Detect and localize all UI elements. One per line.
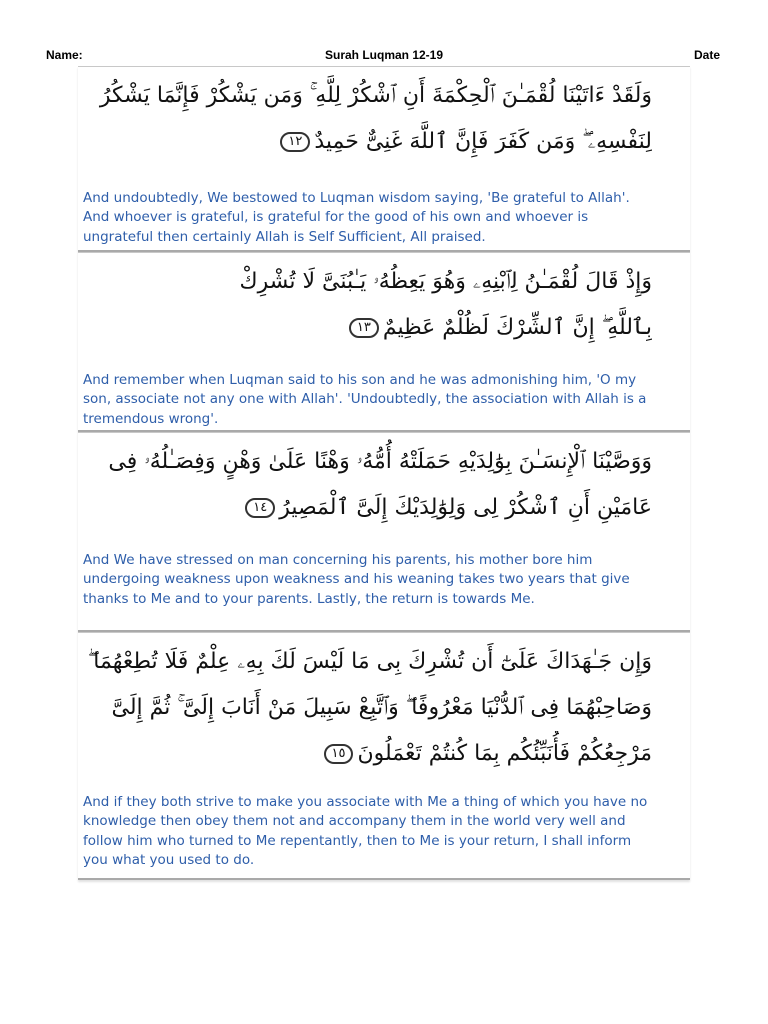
arabic-line: وَإِذْ قَالَ لُقْمَـٰنُ لِٱبْنِهِۦ وَهُوَ يَعِظُهُۥ يَـٰبُنَىَّ لَا تُشْرِكْ (239, 269, 652, 294)
arabic-line (86, 485, 652, 531)
verse-block-12 (78, 66, 690, 252)
arabic-text (86, 639, 652, 777)
verse-block-13 (78, 252, 690, 432)
english-translation: And undoubtedly, We bestowed to Luqman wisdom saying, 'Be grateful to Allah'. And whoever is grateful, is grateful for the good of his own and whoever is ungrateful then certainly Allah is Self Sufficient, All praised. (83, 190, 630, 245)
english-translation: And We have stressed on man concerning his parents, his mother bore him undergoing weakness upon weakness and his weaning takes two years that give thanks to Me and to your parents. Lastly, the return is towards Me. (83, 552, 630, 607)
english-translation: And remember when Luqman said to his son and he was admonishing him, 'O my son, associate not any one with Allah'. 'Undoubtedly, the association with Allah is a tremendous wrong'. (83, 372, 647, 427)
ayah-number-marker: ١٣ (349, 318, 379, 338)
verse-block-14 (78, 432, 690, 632)
ayah-number-marker: ١٢ (280, 132, 310, 152)
verse-table (78, 66, 690, 880)
arabic-line-text: مَرْجِعُكُمْ فَأُنَبِّئُكُم بِمَا كُنتُمْ تَعْمَلُونَ (357, 741, 652, 766)
arabic-line: وَصَاحِبْهُمَا فِى ٱلدُّنْيَا مَعْرُوفًا ۖ وَٱتَّبِعْ سَبِيلَ مَنْ أَنَابَ إِلَىَّ ۚ ثُمَّ إِلَىَّ (111, 695, 652, 720)
arabic-line (86, 731, 652, 777)
arabic-line-text: بِٱللَّهِ ۖ إِنَّ ٱلشِّرْكَ لَظُلْمٌ عَظِيمٌ (382, 315, 652, 340)
arabic-text (86, 259, 652, 351)
arabic-line-text: لِنَفْسِهِۦ ۖ وَمَن كَفَرَ فَإِنَّ ٱللَّهَ غَنِىٌّ حَمِيدٌ (314, 129, 652, 154)
arabic-line-text: عَامَيْنِ أَنِ ٱشْكُرْ لِى وَلِوَٰلِدَيْكَ إِلَىَّ ٱلْمَصِيرُ (279, 495, 652, 520)
english-translation: And if they both strive to make you associate with Me a thing of which you have no knowledge then obey them not and accompany them in the world very well and follow him who turned to Me repentantly, then to Me is your return, I shall inform you what you used to do. (83, 794, 648, 868)
date-label: Date (694, 48, 721, 62)
arabic-line: وَلَقَدْ ءَاتَيْنَا لُقْمَـٰنَ ٱلْحِكْمَةَ أَنِ ٱشْكُرْ لِلَّهِ ۚ وَمَن يَشْكُرْ فَإِنَّمَا يَشْكُرُ (99, 83, 652, 108)
arabic-line: وَإِن جَـٰهَدَاكَ عَلَىٰٓ أَن تُشْرِكَ بِى مَا لَيْسَ لَكَ بِهِۦ عِلْمٌ فَلَا تُطِعْهُمَا ۖ (87, 649, 652, 674)
arabic-text (86, 73, 652, 165)
name-label: Name: (46, 48, 83, 62)
page-title: Surah Luqman 12-19 (324, 48, 444, 62)
arabic-line (86, 119, 652, 165)
ayah-number-marker: ١٤ (245, 498, 275, 518)
arabic-line (86, 305, 652, 351)
arabic-line: وَوَصَّيْنَا ٱلْإِنسَـٰنَ بِوَٰلِدَيْهِ حَمَلَتْهُ أُمُّهُۥ وَهْنًا عَلَىٰ وَهْنٍ وَفِصَـٰلُهُۥ فِى (108, 449, 652, 474)
verse-block-15 (78, 632, 690, 880)
ayah-number-marker: ١٥ (324, 744, 354, 764)
arabic-text (86, 439, 652, 531)
